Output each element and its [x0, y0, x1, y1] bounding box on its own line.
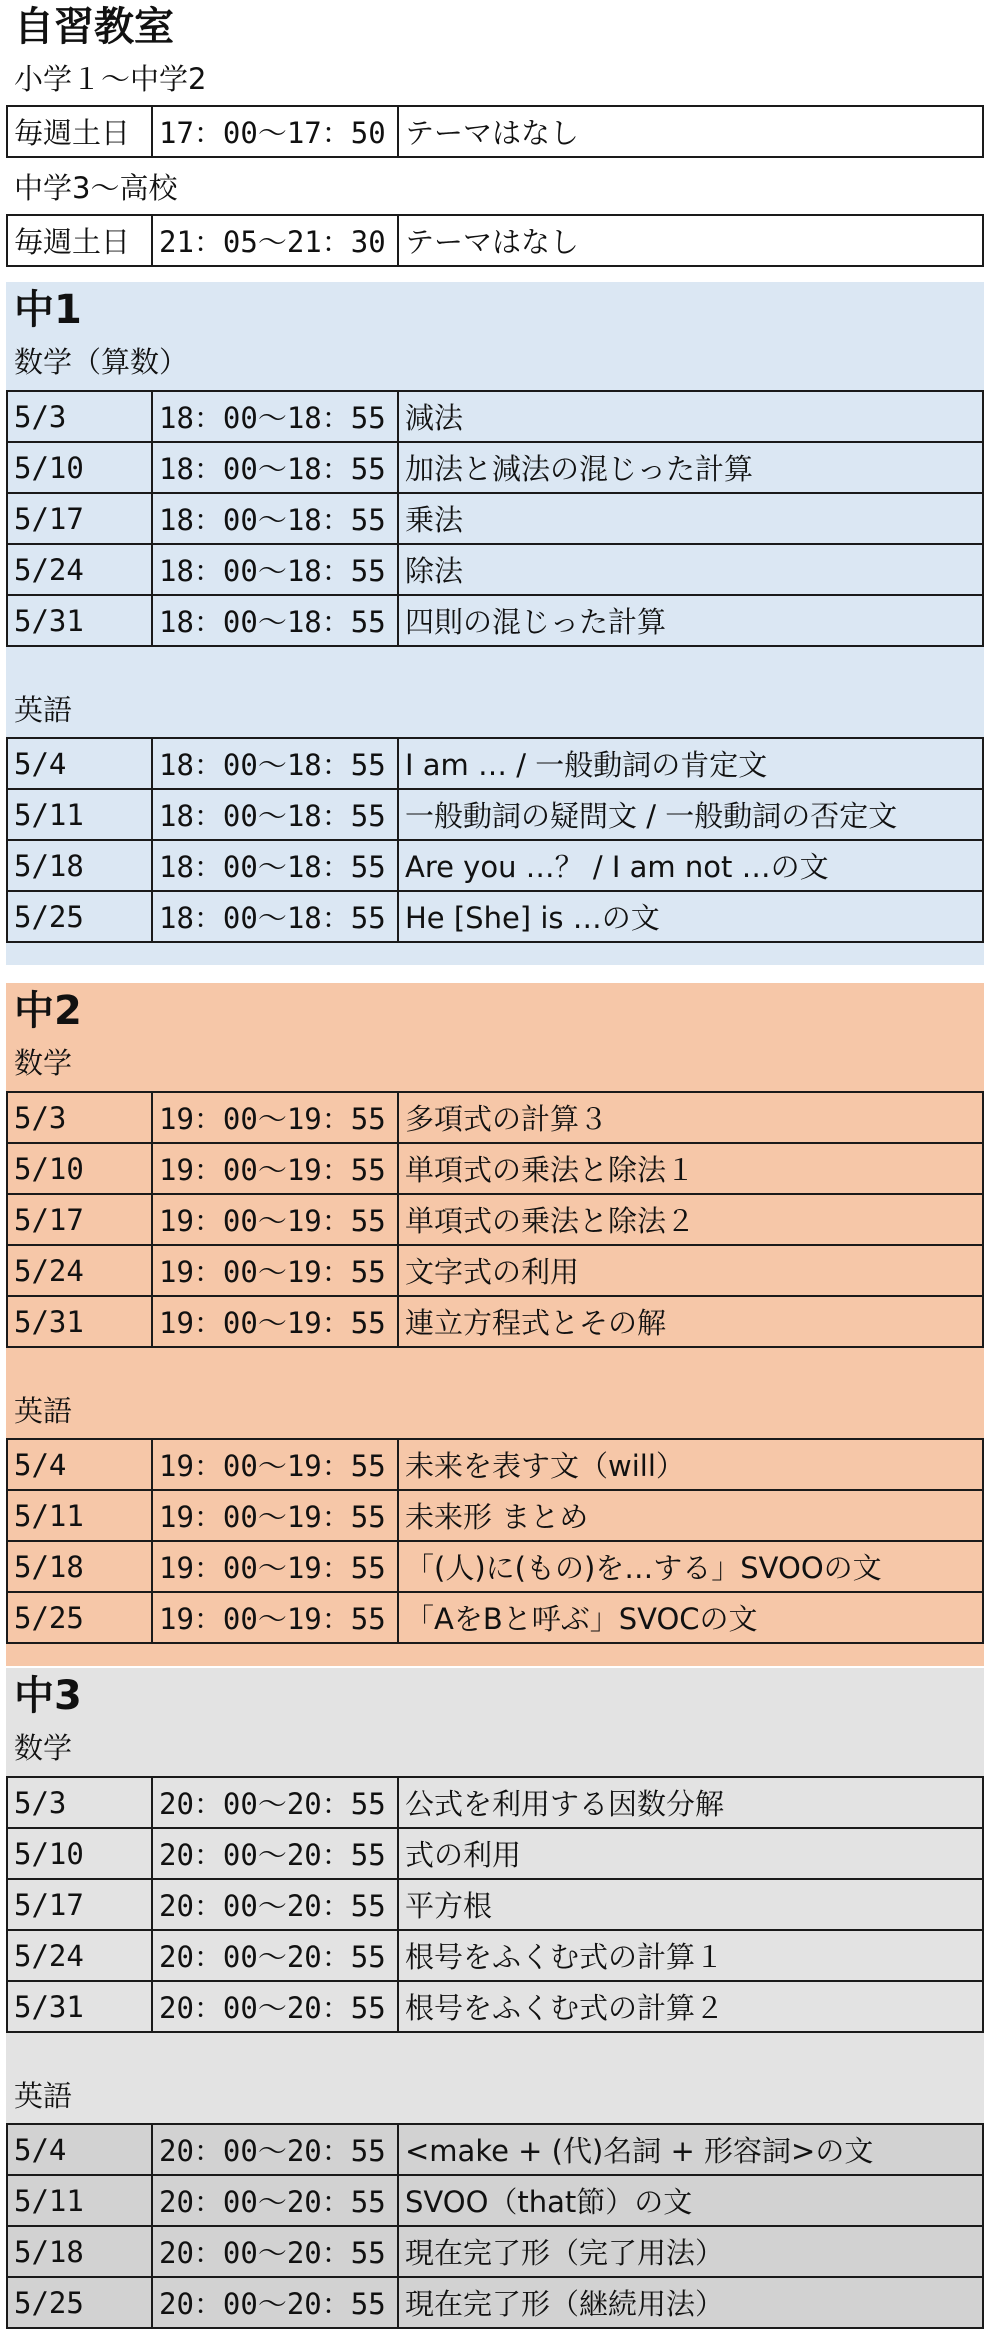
table-row	[7, 2226, 983, 2277]
table-row	[7, 1092, 983, 1143]
topic-cell: 「AをBと呼ぶ」SVOCの文	[398, 1592, 983, 1643]
time-cell: 18：00～18：55	[152, 738, 398, 789]
jishu-label-highschool: 中学3～高校	[14, 171, 178, 205]
date-cell: 5/18	[7, 1541, 152, 1592]
table-row	[7, 1245, 983, 1296]
table-row	[7, 1490, 983, 1541]
table-row	[7, 391, 983, 442]
table-row	[7, 1439, 983, 1490]
table-row	[7, 544, 983, 595]
grade1-math-label: 数学（算数）	[14, 345, 189, 379]
topic-cell: 公式を利用する因数分解	[398, 1777, 983, 1828]
table-row	[7, 1981, 983, 2032]
time-cell: 19：00～19：55	[152, 1541, 398, 1592]
page-title: 自習教室	[14, 4, 174, 50]
table-row	[7, 738, 983, 789]
jishu-label-elementary: 小学１～中学2	[14, 62, 207, 96]
time-cell: 19：00～19：55	[152, 1143, 398, 1194]
grade1-english-table	[6, 737, 984, 943]
grade2-math-label: 数学	[14, 1046, 73, 1080]
date-cell: 5/10	[7, 442, 152, 493]
date-cell: 5/18	[7, 2226, 152, 2277]
time-cell: 18：00～18：55	[152, 789, 398, 840]
table-row	[7, 493, 983, 544]
time-cell: 20：00～20：55	[152, 2226, 398, 2277]
day-cell: 毎週土日	[7, 106, 152, 157]
topic-cell: 乗法	[398, 493, 983, 544]
grade1-title: 中1	[14, 287, 82, 333]
date-cell: 5/25	[7, 1592, 152, 1643]
topic-cell: 平方根	[398, 1879, 983, 1930]
topic-cell: SVOO（that節）の文	[398, 2175, 983, 2226]
topic-cell: 「(人)に(もの)を…する」SVOOの文	[398, 1541, 983, 1592]
topic-cell: 多項式の計算３	[398, 1092, 983, 1143]
date-cell: 5/11	[7, 2175, 152, 2226]
topic-cell: I am … / 一般動詞の肯定文	[398, 738, 983, 789]
time-cell: 17：00～17：50	[152, 106, 398, 157]
date-cell: 5/24	[7, 1930, 152, 1981]
topic-cell: 式の利用	[398, 1828, 983, 1879]
time-cell: 20：00～20：55	[152, 2277, 398, 2328]
table-row	[7, 1777, 983, 1828]
topic-cell: Are you …？ / I am not …の文	[398, 840, 983, 891]
topic-cell: <make + (代)名詞 + 形容詞>の文	[398, 2124, 983, 2175]
topic-cell: 文字式の利用	[398, 1245, 983, 1296]
grade3-math-table	[6, 1776, 984, 2033]
date-cell: 5/31	[7, 1296, 152, 1347]
topic-cell: He [She] is …の文	[398, 891, 983, 942]
table-row	[7, 215, 983, 266]
date-cell: 5/17	[7, 493, 152, 544]
time-cell: 20：00～20：55	[152, 1930, 398, 1981]
date-cell: 5/4	[7, 738, 152, 789]
theme-cell: テーマはなし	[398, 106, 983, 157]
jishu-table-elementary	[6, 105, 984, 158]
table-row	[7, 789, 983, 840]
grade2-math-table	[6, 1091, 984, 1348]
date-cell: 5/24	[7, 1245, 152, 1296]
grade2-english-table	[6, 1438, 984, 1644]
date-cell: 5/3	[7, 391, 152, 442]
table-row	[7, 1194, 983, 1245]
day-cell: 毎週土日	[7, 215, 152, 266]
grade3-math-label: 数学	[14, 1731, 73, 1765]
table-row	[7, 2175, 983, 2226]
grade1-math-table	[6, 390, 984, 647]
time-cell: 19：00～19：55	[152, 1194, 398, 1245]
time-cell: 19：00～19：55	[152, 1592, 398, 1643]
date-cell: 5/31	[7, 595, 152, 646]
topic-cell: 現在完了形（継続用法）	[398, 2277, 983, 2328]
table-row	[7, 2124, 983, 2175]
table-row	[7, 1592, 983, 1643]
date-cell: 5/18	[7, 840, 152, 891]
time-cell: 20：00～20：55	[152, 2175, 398, 2226]
time-cell: 20：00～20：55	[152, 1828, 398, 1879]
time-cell: 18：00～18：55	[152, 595, 398, 646]
topic-cell: 根号をふくむ式の計算２	[398, 1981, 983, 2032]
table-row	[7, 1930, 983, 1981]
date-cell: 5/25	[7, 891, 152, 942]
grade3-title: 中3	[14, 1673, 82, 1719]
time-cell: 21：05～21：30	[152, 215, 398, 266]
date-cell: 5/4	[7, 2124, 152, 2175]
date-cell: 5/11	[7, 1490, 152, 1541]
topic-cell: 減法	[398, 391, 983, 442]
date-cell: 5/10	[7, 1828, 152, 1879]
date-cell: 5/24	[7, 544, 152, 595]
topic-cell: 連立方程式とその解	[398, 1296, 983, 1347]
topic-cell: 根号をふくむ式の計算１	[398, 1930, 983, 1981]
time-cell: 18：00～18：55	[152, 544, 398, 595]
date-cell: 5/4	[7, 1439, 152, 1490]
topic-cell: 単項式の乗法と除法１	[398, 1143, 983, 1194]
grade2-english-label: 英語	[14, 1394, 73, 1428]
jishu-table-highschool	[6, 214, 984, 267]
topic-cell: 除法	[398, 544, 983, 595]
table-row	[7, 1828, 983, 1879]
date-cell: 5/11	[7, 789, 152, 840]
topic-cell: 未来形 まとめ	[398, 1490, 983, 1541]
grade1-english-label: 英語	[14, 693, 73, 727]
time-cell: 20：00～20：55	[152, 1981, 398, 2032]
table-row	[7, 891, 983, 942]
table-row	[7, 106, 983, 157]
date-cell: 5/3	[7, 1092, 152, 1143]
grade3-english-table	[6, 2123, 984, 2329]
time-cell: 18：00～18：55	[152, 493, 398, 544]
time-cell: 19：00～19：55	[152, 1296, 398, 1347]
topic-cell: 単項式の乗法と除法２	[398, 1194, 983, 1245]
table-row	[7, 840, 983, 891]
time-cell: 20：00～20：55	[152, 1879, 398, 1930]
topic-cell: 現在完了形（完了用法）	[398, 2226, 983, 2277]
date-cell: 5/17	[7, 1194, 152, 1245]
table-row	[7, 2277, 983, 2328]
table-row	[7, 1143, 983, 1194]
topic-cell: 加法と減法の混じった計算	[398, 442, 983, 493]
date-cell: 5/17	[7, 1879, 152, 1930]
date-cell: 5/3	[7, 1777, 152, 1828]
time-cell: 19：00～19：55	[152, 1490, 398, 1541]
theme-cell: テーマはなし	[398, 215, 983, 266]
date-cell: 5/10	[7, 1143, 152, 1194]
time-cell: 20：00～20：55	[152, 2124, 398, 2175]
grade2-title: 中2	[14, 988, 82, 1034]
grade3-english-label: 英語	[14, 2079, 73, 2113]
date-cell: 5/25	[7, 2277, 152, 2328]
table-row	[7, 1879, 983, 1930]
table-row	[7, 442, 983, 493]
time-cell: 19：00～19：55	[152, 1439, 398, 1490]
time-cell: 18：00～18：55	[152, 391, 398, 442]
time-cell: 20：00～20：55	[152, 1777, 398, 1828]
table-row	[7, 1296, 983, 1347]
time-cell: 19：00～19：55	[152, 1092, 398, 1143]
table-row	[7, 595, 983, 646]
time-cell: 18：00～18：55	[152, 442, 398, 493]
date-cell: 5/31	[7, 1981, 152, 2032]
table-row	[7, 1541, 983, 1592]
topic-cell: 四則の混じった計算	[398, 595, 983, 646]
time-cell: 19：00～19：55	[152, 1245, 398, 1296]
time-cell: 18：00～18：55	[152, 891, 398, 942]
time-cell: 18：00～18：55	[152, 840, 398, 891]
topic-cell: 一般動詞の疑問文 / 一般動詞の否定文	[398, 789, 983, 840]
topic-cell: 未来を表す文（will）	[398, 1439, 983, 1490]
